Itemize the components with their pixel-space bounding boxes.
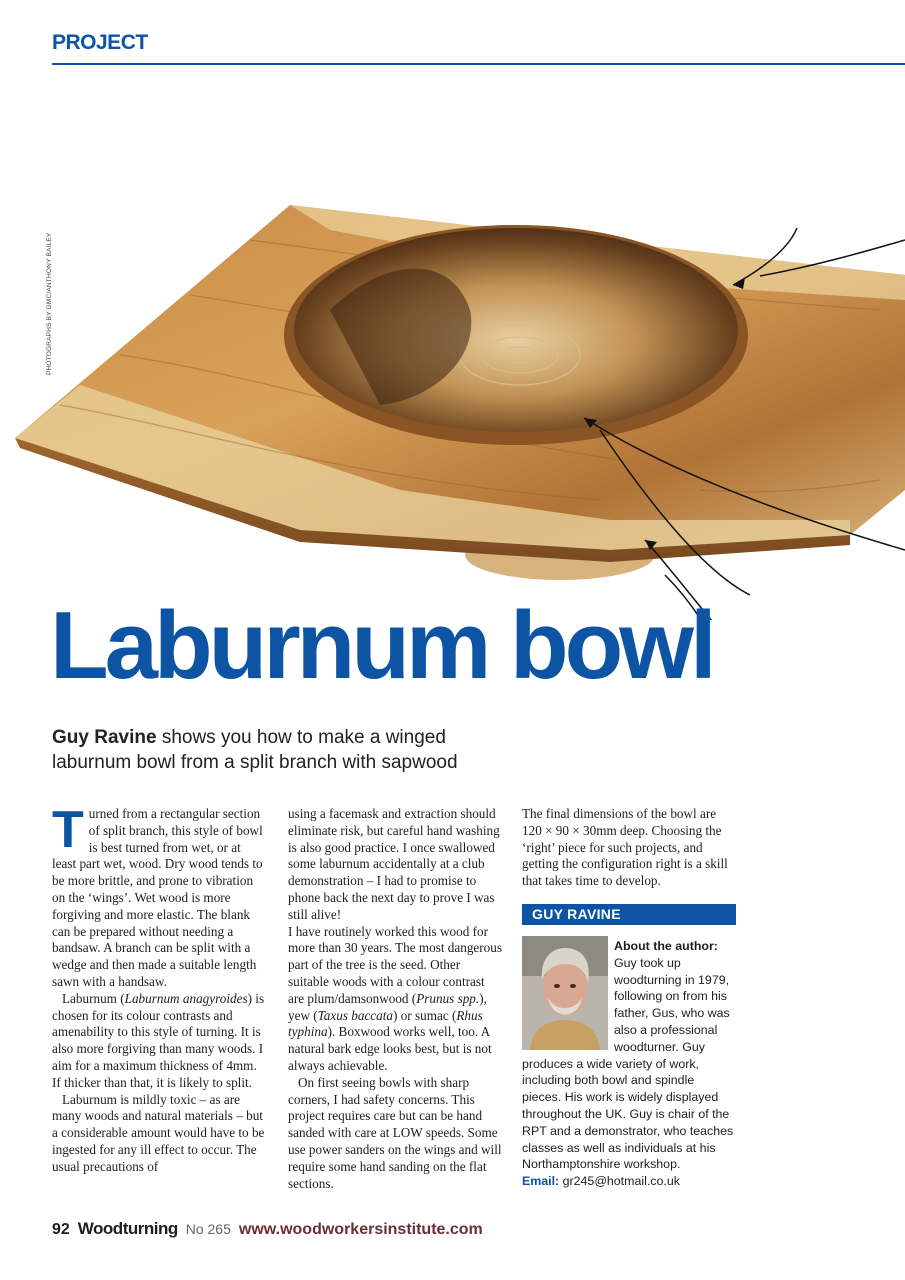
standfirst-text: shows you how to make a winged laburnum bowl from a split branch with sapwood xyxy=(52,727,458,773)
col1-para2 xyxy=(52,991,268,1092)
author-bio xyxy=(522,938,736,1190)
email-label: Email: xyxy=(522,1174,560,1189)
col2-para2 xyxy=(288,924,504,1075)
section-label: PROJECT xyxy=(52,31,148,54)
drop-cap: T xyxy=(52,801,84,859)
col1-para2-c: ) is chosen for its colour contrasts and amenability to this style of turning. It is also more forgiving than many woods. I aim for a maximum thickness of 4mm. If thicker than that, it is likely to split. xyxy=(52,990,265,1090)
col1-para2-latin: Laburnum anagyroides xyxy=(124,990,248,1006)
col2-para2-latin-2: Taxus baccata xyxy=(317,1007,394,1023)
magazine-name: Woodturning xyxy=(77,1219,178,1238)
photo-credit: PHOTOGRAPHS BY GMC/ANTHONY BAILEY xyxy=(46,232,53,375)
col2-para3: On first seeing bowls with sharp corners, I had safety concerns. This project requires care but can be hand sanded with care at LOW speeds. Some use power sanders on the wings and will require some hand sanding on the flat sections. xyxy=(288,1074,502,1191)
bowl-photo xyxy=(0,190,905,620)
body-column-1 xyxy=(52,801,268,1176)
col2-para1: using a facemask and extraction should eliminate risk, but careful hand washing is also good practice. I once swallowed some laburnum accidentally at a club demonstration – I had to promise to phone back the next day to prove I was still alive! xyxy=(288,806,500,922)
author-bio-bar: GUY RAVINE xyxy=(522,904,736,925)
col1-para3: Laburnum is mildly toxic – as are many woods and natural materials – but a considerable amount would have to be ingested for any ill effect to occur. The usual precautions of xyxy=(52,1091,265,1174)
page-footer xyxy=(52,1219,483,1239)
about-label: About the author: xyxy=(614,939,718,953)
issue-number: No 265 xyxy=(185,1221,231,1237)
author-email[interactable]: gr245@hotmail.co.uk xyxy=(559,1174,680,1189)
bio-text: Guy took up woodturning in 1979, following on from his father, Gus, who was also a professional woodturner. Guy produces a wide variety of work, including both bowl and spindle pieces. His work is widely displayed throughout the UK. Guy is chair of the RPT and a demonstrator, who teaches classes as well as individuals at his Northamptonshire workshop. xyxy=(522,955,734,1172)
standfirst xyxy=(52,725,492,775)
col2-para2-e: ) or sumac ( xyxy=(393,1007,457,1023)
col2-para2-latin-1: Prunus spp. xyxy=(416,990,480,1006)
article-title: Laburnum bowl xyxy=(50,592,713,699)
standfirst-author: Guy Ravine xyxy=(52,727,157,748)
col2-para2-g: ). Boxwood works well, too. A natural bark edge looks best, but is not always achievable. xyxy=(288,1024,492,1073)
page-number: 92 xyxy=(52,1221,70,1238)
col2-para2-c: ), yew ( xyxy=(288,990,487,1023)
col3-para1: The final dimensions of the bowl are 120 × 90 × 30mm deep. Choosing the ‘right’ piece for such projects, and getting the configuration right is a skill that takes time to develop. xyxy=(522,806,728,889)
body-column-3 xyxy=(522,806,736,890)
col1-para1: urned from a rectangular section of split branch, this style of bowl is best turned from wet, or at least part wet, wood. Dry wood tends to be more brittle, and prone to vibration on the ‘wings’. Wet wood is more forgiving and more elastic. The blank can be prepared without needing a bandsaw. A branch can be split with a wedge and then made a suitable length sawn with a handsaw. xyxy=(52,806,263,989)
col2-para2-a: I have routinely worked this wood for more than 30 years. The most dangerous part of the tree is the seed. Other suitable woods with a colour contrast are plum/damsonwood ( xyxy=(288,923,503,1006)
website-link[interactable]: www.woodworkersinstitute.com xyxy=(238,1221,483,1238)
header-rule xyxy=(52,63,905,65)
col1-para2-a: Laburnum ( xyxy=(62,990,125,1006)
body-column-2 xyxy=(288,806,504,1192)
col2-para2-latin-3: Rhus typhina xyxy=(288,1007,483,1040)
